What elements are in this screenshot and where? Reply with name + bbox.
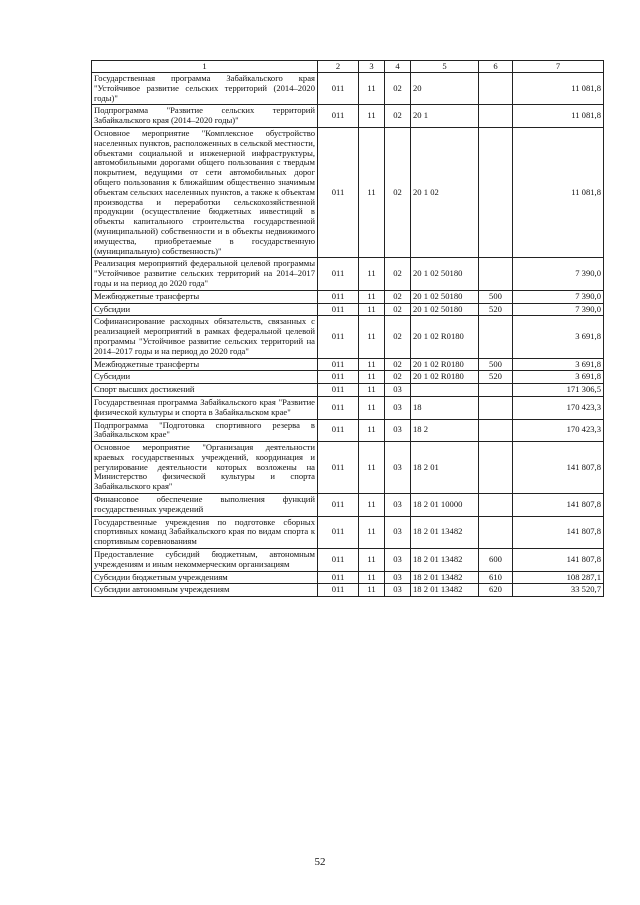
page-number: 52 <box>314 856 326 868</box>
table-row <box>92 571 604 584</box>
table-row <box>92 442 604 494</box>
row-section: 11 <box>359 384 385 397</box>
row-target-article: 18 2 <box>411 419 479 442</box>
row-name: Субсидии <box>92 303 318 316</box>
row-subsection: 02 <box>385 358 411 371</box>
row-section: 11 <box>359 571 385 584</box>
row-subsection: 03 <box>385 384 411 397</box>
row-gov-code: 011 <box>318 419 359 442</box>
row-subsection: 02 <box>385 303 411 316</box>
row-gov-code: 011 <box>318 127 359 257</box>
row-section: 11 <box>359 105 385 128</box>
row-amount: 7 390,0 <box>513 303 604 316</box>
row-gov-code: 011 <box>318 571 359 584</box>
row-target-article: 18 2 01 10000 <box>411 494 479 517</box>
row-target-article: 20 1 02 R0180 <box>411 316 479 358</box>
row-subsection: 02 <box>385 127 411 257</box>
table-row <box>92 127 604 257</box>
row-amount: 141 807,8 <box>513 494 604 517</box>
row-amount: 170 423,3 <box>513 419 604 442</box>
row-amount: 11 081,8 <box>513 105 604 128</box>
row-target-article <box>411 384 479 397</box>
row-subsection: 02 <box>385 73 411 105</box>
row-target-article: 20 1 02 <box>411 127 479 257</box>
row-gov-code: 011 <box>318 303 359 316</box>
row-expense-type <box>479 105 513 128</box>
row-name: Государственная программа Забайкальского края "Устойчивое развитие сельских территорий (2014–2020 годы)" <box>92 73 318 105</box>
row-gov-code: 011 <box>318 516 359 548</box>
row-amount: 3 691,8 <box>513 358 604 371</box>
row-target-article: 18 2 01 13482 <box>411 571 479 584</box>
row-expense-type: 500 <box>479 358 513 371</box>
row-target-article: 18 2 01 13482 <box>411 516 479 548</box>
row-section: 11 <box>359 303 385 316</box>
row-target-article: 20 1 02 R0180 <box>411 371 479 384</box>
row-name: Государственная программа Забайкальского края "Развитие физической культуры и спорта в Забайкальском крае" <box>92 396 318 419</box>
row-section: 11 <box>359 258 385 290</box>
row-name: Предоставление субсидий бюджетным, автономным учреждениям и иным некоммерческим организациям <box>92 549 318 572</box>
table-row <box>92 419 604 442</box>
row-amount: 11 081,8 <box>513 73 604 105</box>
row-name: Межбюджетные трансферты <box>92 358 318 371</box>
table-row <box>92 584 604 597</box>
row-name: Межбюджетные трансферты <box>92 290 318 303</box>
row-name: Государственные учреждения по подготовке сборных спортивных команд Забайкальского края по видам спорта к спортивным соревнованиям <box>92 516 318 548</box>
row-name: Субсидии автономным учреждениям <box>92 584 318 597</box>
row-expense-type: 600 <box>479 549 513 572</box>
row-expense-type <box>479 258 513 290</box>
table-row <box>92 316 604 358</box>
row-gov-code: 011 <box>318 73 359 105</box>
row-section: 11 <box>359 371 385 384</box>
row-expense-type: 610 <box>479 571 513 584</box>
header-row <box>92 61 604 73</box>
table-row <box>92 516 604 548</box>
row-expense-type: 520 <box>479 303 513 316</box>
row-expense-type <box>479 316 513 358</box>
table-row <box>92 549 604 572</box>
row-section: 11 <box>359 127 385 257</box>
row-subsection: 03 <box>385 571 411 584</box>
header-cell: 2 <box>318 61 359 73</box>
row-gov-code: 011 <box>318 358 359 371</box>
table-row <box>92 290 604 303</box>
row-section: 11 <box>359 494 385 517</box>
row-subsection: 03 <box>385 494 411 517</box>
row-name: Основное мероприятие "Организация деятельности краевых государственных учреждений, координация и регулирование деятельности которых возложены на Министерство физической культуры и спорта Забайкальского края" <box>92 442 318 494</box>
row-subsection: 02 <box>385 258 411 290</box>
row-section: 11 <box>359 358 385 371</box>
row-target-article: 20 <box>411 73 479 105</box>
row-expense-type <box>479 73 513 105</box>
row-section: 11 <box>359 290 385 303</box>
row-amount: 141 807,8 <box>513 549 604 572</box>
row-section: 11 <box>359 316 385 358</box>
row-amount: 7 390,0 <box>513 258 604 290</box>
row-amount: 108 287,1 <box>513 571 604 584</box>
row-subsection: 02 <box>385 290 411 303</box>
row-name: Финансовое обеспечение выполнения функций государственных учреждений <box>92 494 318 517</box>
row-name: Субсидии бюджетным учреждениям <box>92 571 318 584</box>
row-section: 11 <box>359 516 385 548</box>
row-expense-type: 620 <box>479 584 513 597</box>
row-subsection: 03 <box>385 396 411 419</box>
row-section: 11 <box>359 442 385 494</box>
row-target-article: 20 1 02 50180 <box>411 290 479 303</box>
table-row <box>92 105 604 128</box>
budget-table <box>91 60 604 597</box>
row-amount: 3 691,8 <box>513 316 604 358</box>
row-gov-code: 011 <box>318 290 359 303</box>
row-amount: 11 081,8 <box>513 127 604 257</box>
row-amount: 171 306,5 <box>513 384 604 397</box>
row-section: 11 <box>359 549 385 572</box>
table-row <box>92 73 604 105</box>
row-gov-code: 011 <box>318 384 359 397</box>
row-expense-type <box>479 396 513 419</box>
header-cell: 3 <box>359 61 385 73</box>
row-gov-code: 011 <box>318 396 359 419</box>
row-name: Спорт высших достижений <box>92 384 318 397</box>
row-expense-type <box>479 442 513 494</box>
header-cell: 6 <box>479 61 513 73</box>
table-row <box>92 494 604 517</box>
row-section: 11 <box>359 396 385 419</box>
row-subsection: 03 <box>385 442 411 494</box>
row-expense-type <box>479 419 513 442</box>
row-target-article: 20 1 <box>411 105 479 128</box>
row-expense-type <box>479 384 513 397</box>
row-subsection: 02 <box>385 316 411 358</box>
row-name: Основное мероприятие "Комплексное обустройство населенных пунктов, расположенных в сельской местности, объектами социальной и инженерной инфраструктуры, автомобильными дорогами общего пользования с твердым покрытием, ведущими от сети автомобильных дорог общего пользования к ближайшим общественно значимым объектам сельских населенных пунктов, а также к объектам производства и переработки сельскохозяйственной продукции (осуществление бюджетных инвестиций в объекты капитального строительства государственной (муниципальной) собственности и в объекты недвижимого имущества, приобретаемые в государственную (муниципальную) собственность)" <box>92 127 318 257</box>
row-expense-type <box>479 127 513 257</box>
row-gov-code: 011 <box>318 494 359 517</box>
row-name: Субсидии <box>92 371 318 384</box>
row-name: Софинансирование расходных обязательств, связанных с реализацией мероприятий в рамках федеральной целевой программы "Устойчивое развитие сельских территорий на 2014–2017 годы и на период до 2020 года" <box>92 316 318 358</box>
row-section: 11 <box>359 419 385 442</box>
row-gov-code: 011 <box>318 105 359 128</box>
row-expense-type <box>479 516 513 548</box>
row-subsection: 03 <box>385 516 411 548</box>
table-row <box>92 371 604 384</box>
row-expense-type <box>479 494 513 517</box>
row-amount: 3 691,8 <box>513 371 604 384</box>
header-cell: 7 <box>513 61 604 73</box>
row-name: Подпрограмма "Подготовка спортивного резерва в Забайкальском крае" <box>92 419 318 442</box>
row-amount: 141 807,8 <box>513 516 604 548</box>
row-gov-code: 011 <box>318 316 359 358</box>
row-amount: 141 807,8 <box>513 442 604 494</box>
table-row <box>92 384 604 397</box>
header-cell: 5 <box>411 61 479 73</box>
row-subsection: 03 <box>385 584 411 597</box>
table-row <box>92 358 604 371</box>
row-target-article: 18 <box>411 396 479 419</box>
table-row <box>92 396 604 419</box>
row-subsection: 03 <box>385 419 411 442</box>
table-row <box>92 258 604 290</box>
row-gov-code: 011 <box>318 258 359 290</box>
header-cell: 1 <box>92 61 318 73</box>
row-section: 11 <box>359 73 385 105</box>
table-row <box>92 303 604 316</box>
row-expense-type: 520 <box>479 371 513 384</box>
row-subsection: 03 <box>385 549 411 572</box>
row-amount: 7 390,0 <box>513 290 604 303</box>
row-section: 11 <box>359 584 385 597</box>
row-target-article: 20 1 02 R0180 <box>411 358 479 371</box>
row-target-article: 20 1 02 50180 <box>411 303 479 316</box>
row-name: Подпрограмма "Развитие сельских территорий Забайкальского края (2014–2020 годы)" <box>92 105 318 128</box>
row-subsection: 02 <box>385 371 411 384</box>
header-cell: 4 <box>385 61 411 73</box>
row-amount: 33 520,7 <box>513 584 604 597</box>
row-target-article: 18 2 01 <box>411 442 479 494</box>
row-gov-code: 011 <box>318 549 359 572</box>
row-gov-code: 011 <box>318 442 359 494</box>
row-subsection: 02 <box>385 105 411 128</box>
row-gov-code: 011 <box>318 584 359 597</box>
row-target-article: 20 1 02 50180 <box>411 258 479 290</box>
row-amount: 170 423,3 <box>513 396 604 419</box>
row-expense-type: 500 <box>479 290 513 303</box>
row-name: Реализация мероприятий федеральной целевой программы "Устойчивое развитие сельских территорий на 2014–2017 годы и на период до 2020 года" <box>92 258 318 290</box>
row-gov-code: 011 <box>318 371 359 384</box>
row-target-article: 18 2 01 13482 <box>411 584 479 597</box>
row-target-article: 18 2 01 13482 <box>411 549 479 572</box>
